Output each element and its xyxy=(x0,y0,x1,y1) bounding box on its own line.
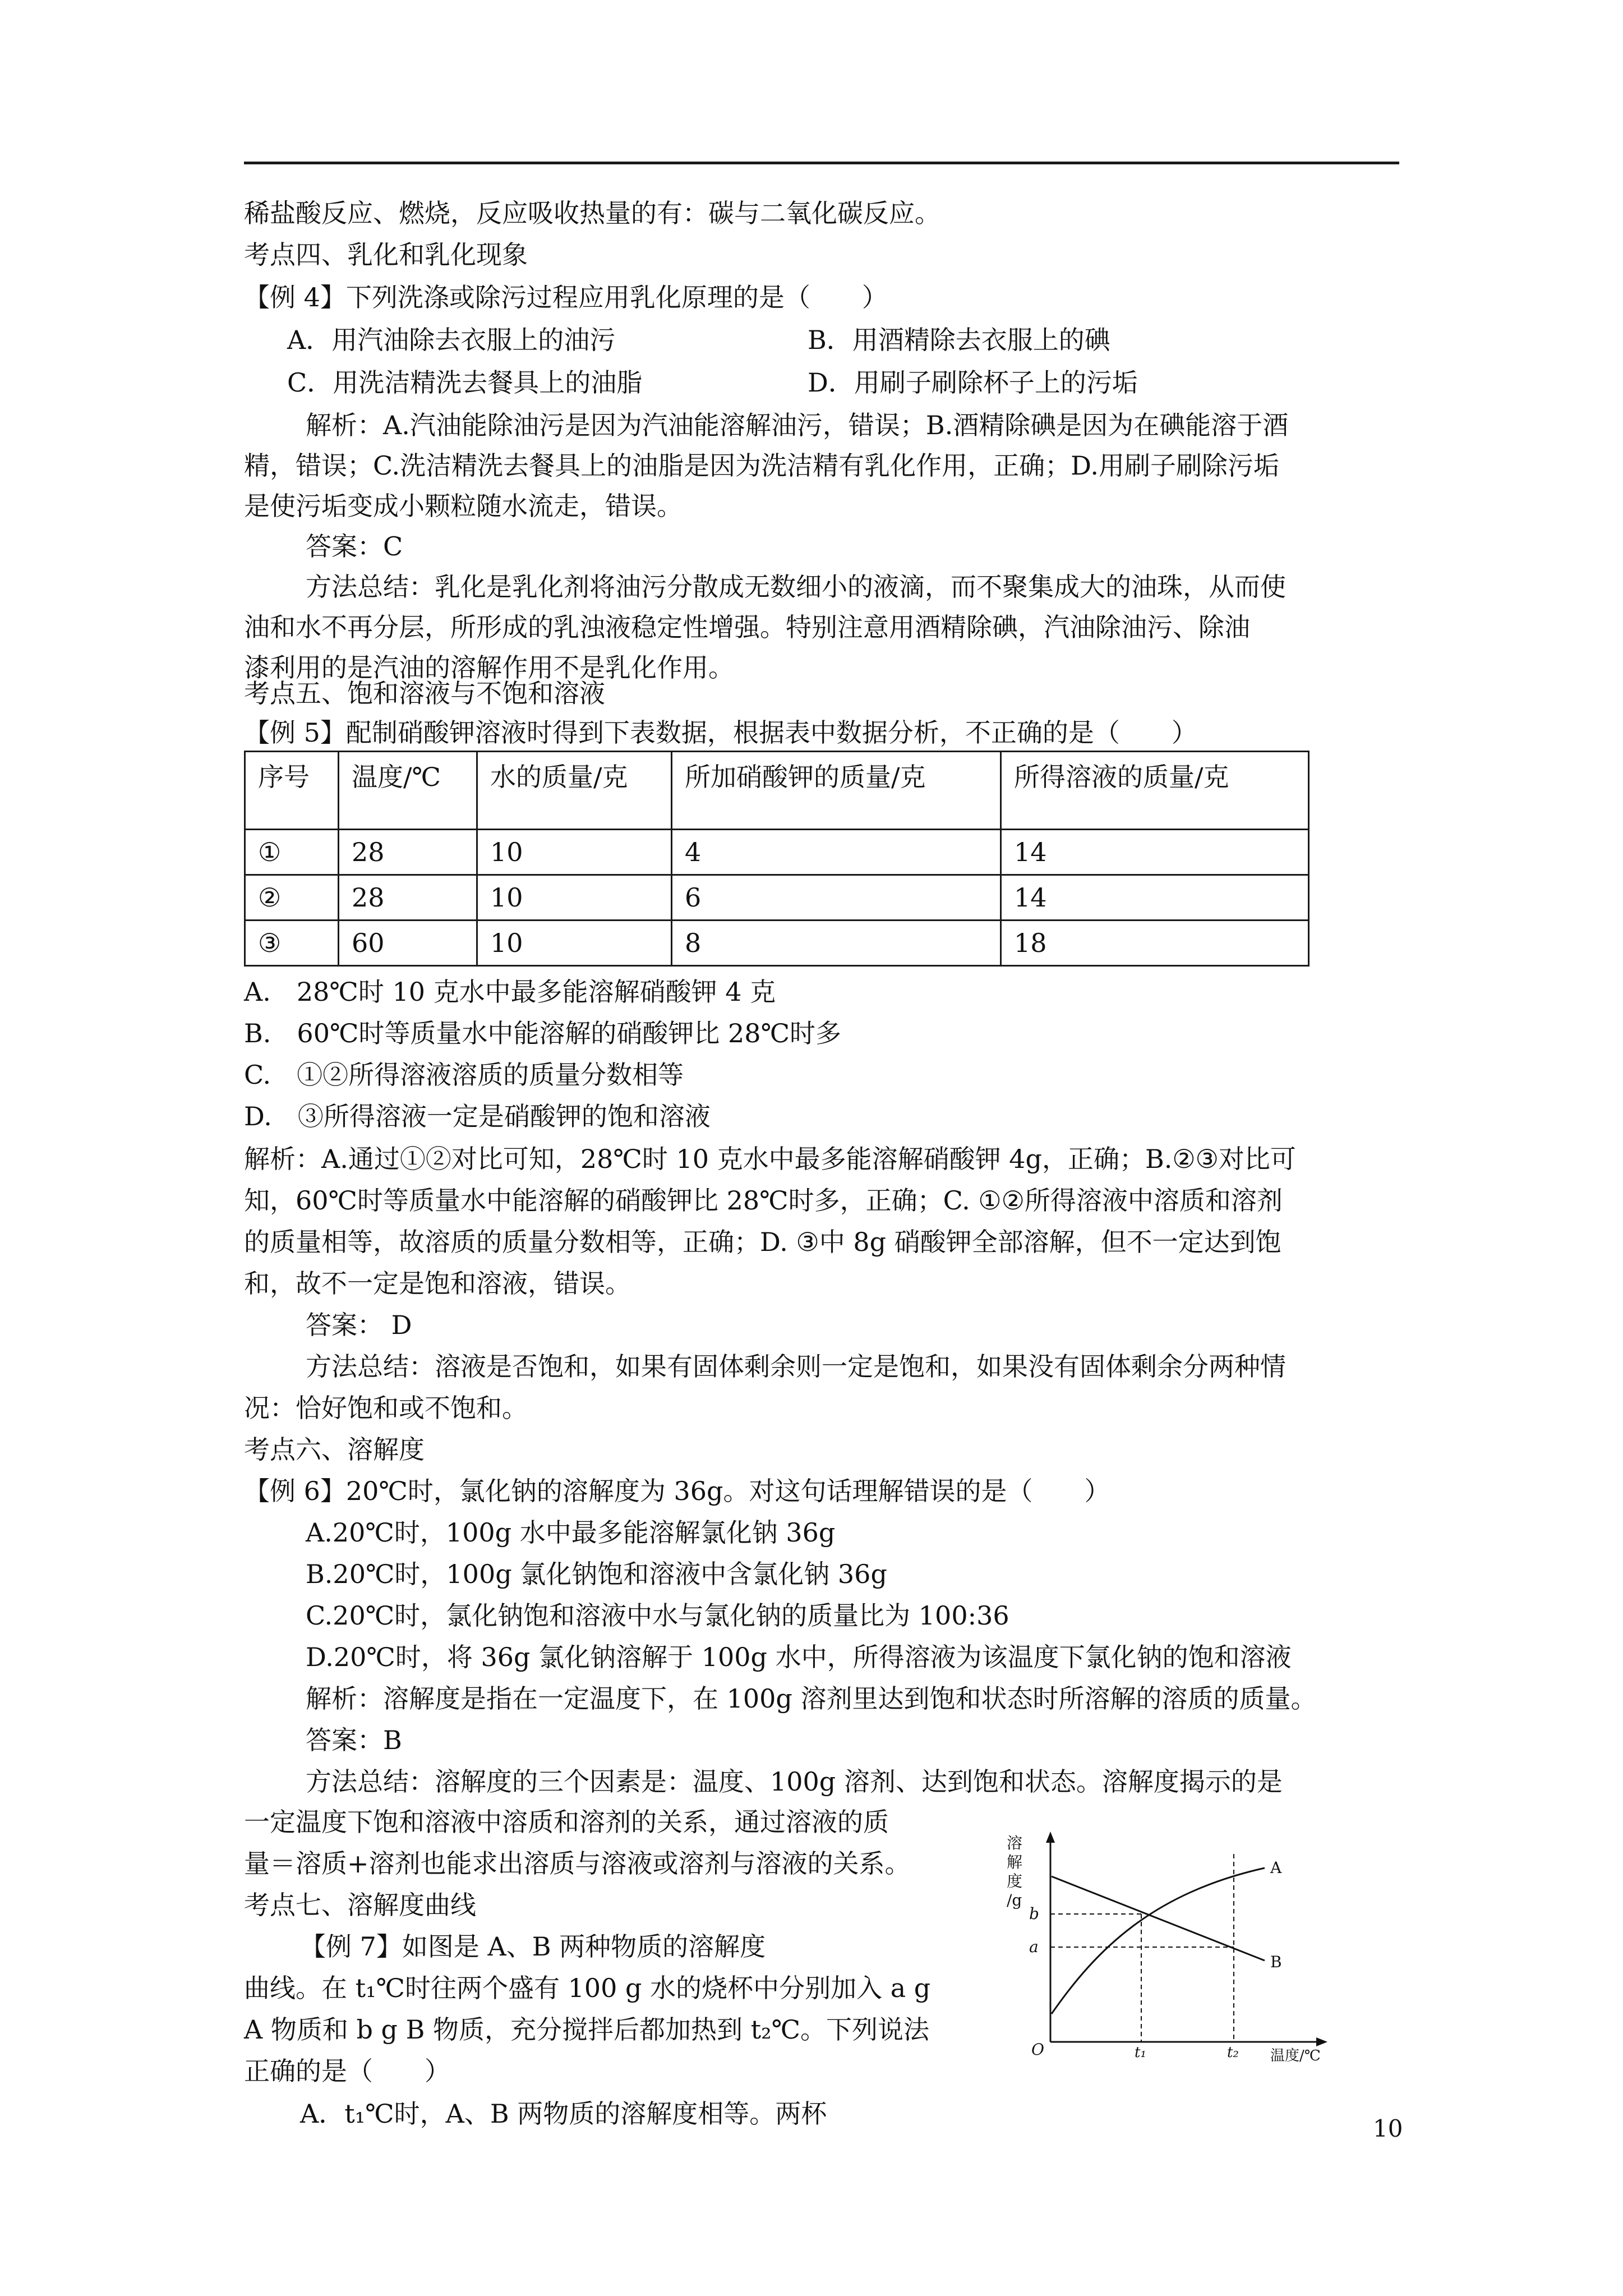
analysis-text: 是使污垢变成小颗粒随水流走，错误。 xyxy=(244,491,683,521)
section-heading: 考点六、溶解度 xyxy=(244,1434,425,1465)
example-question: A 物质和 b g B 物质，充分搅拌后都加热到 t₂℃。下列说法 xyxy=(244,2014,930,2045)
option-c: C.20℃时，氯化钠饱和溶液中水与氯化钠的质量比为 100:36 xyxy=(306,1600,1009,1631)
option-b: B．用酒精除去衣服上的碘 xyxy=(808,325,1110,355)
summary-text: 方法总结：溶液是否饱和，如果有固体剩余则一定是饱和，如果没有固体剩余分两种情 xyxy=(306,1351,1286,1382)
curve-a-label: A xyxy=(1270,1858,1282,1877)
t2-tick-label: t₂ xyxy=(1227,2044,1239,2061)
table-cell: 4 xyxy=(672,830,1001,875)
table-cell: 14 xyxy=(1001,875,1309,921)
example-question: 【例 6】20℃时，氯化钠的溶解度为 36g。对这句话理解错误的是（ ） xyxy=(244,1476,1110,1506)
table-cell: ③ xyxy=(245,921,339,966)
table-row xyxy=(245,830,1309,875)
summary-text: 油和水不再分层，所形成的乳浊液稳定性增强。特别注意用酒精除碘，汽油除油污、除油 xyxy=(244,612,1250,642)
section-heading: 考点五、饱和溶液与不饱和溶液 xyxy=(244,678,605,708)
kno3-data-table xyxy=(244,751,1310,967)
option-b: B.20℃时，100g 氯化钠饱和溶液中含氯化钠 36g xyxy=(306,1559,887,1589)
table-header-cell: 水的质量/克 xyxy=(477,752,672,830)
analysis-text: 解析：A.通过①②对比可知，28℃时 10 克水中最多能溶解硝酸钾 4g，正确；B.②③对比可 xyxy=(244,1144,1296,1174)
b-tick-label: b xyxy=(1029,1904,1039,1923)
option-a: A.20℃时，100g 水中最多能溶解氯化钠 36g xyxy=(306,1517,836,1548)
curve-b xyxy=(1052,1876,1265,1961)
table-cell: 18 xyxy=(1001,921,1309,966)
t1-tick-label: t₁ xyxy=(1135,2044,1146,2061)
table-row xyxy=(245,875,1309,921)
summary-text: 方法总结：溶解度的三个因素是：温度、100g 溶剂、达到饱和状态。溶解度揭示的是 xyxy=(306,1766,1283,1797)
solubility-curve-graph xyxy=(1007,1826,1343,2073)
option-d: D.20℃时，将 36g 氯化钠溶解于 100g 水中，所得溶液为该温度下氯化钠的饱和溶液 xyxy=(306,1642,1292,1672)
table-cell: 10 xyxy=(477,830,672,875)
option-a: A．t₁℃时，A、B 两物质的溶解度相等。两杯 xyxy=(300,2099,827,2129)
page-number: 10 xyxy=(1373,2115,1403,2142)
table-header-cell: 所得溶液的质量/克 xyxy=(1001,752,1309,830)
table-header-cell: 所加硝酸钾的质量/克 xyxy=(672,752,1001,830)
table-cell: 60 xyxy=(339,921,477,966)
example-question: 【例 5】配制硝酸钾溶液时得到下表数据，根据表中数据分析，不正确的是（ ） xyxy=(244,717,1197,748)
option-a: A．用汽油除去衣服上的油污 xyxy=(287,325,616,355)
summary-text: 量＝溶质+溶剂也能求出溶质与溶液或溶剂与溶液的关系。 xyxy=(244,1848,911,1879)
example-question: 【例 7】如图是 A、B 两种物质的溶解度 xyxy=(300,1931,766,1962)
option-c: C．用洗洁精洗去餐具上的油脂 xyxy=(287,367,643,398)
table-header-row xyxy=(245,752,1309,830)
x-axis-label: 温度/℃ xyxy=(1270,2047,1321,2064)
table-cell: 6 xyxy=(672,875,1001,921)
summary-text: 一定温度下饱和溶液中溶质和溶剂的关系，通过溶液的质 xyxy=(244,1807,889,1837)
analysis-text: 的质量相等，故溶质的质量分数相等，正确；D. ③中 8g 硝酸钾全部溶解，但不一定达到饱 xyxy=(244,1227,1281,1257)
table-cell: 28 xyxy=(339,830,477,875)
table-cell: 8 xyxy=(672,921,1001,966)
example-question: 【例 4】下列洗涤或除污过程应用乳化原理的是（ ） xyxy=(244,282,888,312)
table-cell: 10 xyxy=(477,875,672,921)
table-cell: 10 xyxy=(477,921,672,966)
option-c: C. ①②所得溶液溶质的质量分数相等 xyxy=(244,1060,684,1090)
option-d: D. ③所得溶液一定是硝酸钾的饱和溶液 xyxy=(244,1101,711,1131)
y-axis-label: 解 xyxy=(1007,1853,1023,1871)
analysis-text: 解析：溶解度是指在一定温度下，在 100g 溶剂里达到饱和状态时所溶解的溶质的质量。 xyxy=(306,1683,1317,1714)
option-d: D．用刷子刷除杯子上的污垢 xyxy=(808,367,1138,398)
section-heading: 考点七、溶解度曲线 xyxy=(244,1890,476,1920)
header-rule xyxy=(244,162,1399,164)
origin-label: O xyxy=(1031,2040,1044,2059)
table-cell: 28 xyxy=(339,875,477,921)
x-axis-arrow xyxy=(1316,2037,1327,2046)
answer-text: 答案：C xyxy=(306,531,403,562)
answer-text: 答案：B xyxy=(306,1725,402,1755)
analysis-text: 解析：A.汽油能除油污是因为汽油能溶解油污，错误；B.酒精除碘是因为在碘能溶于酒 xyxy=(306,410,1289,440)
table-cell: 14 xyxy=(1001,830,1309,875)
y-axis-arrow xyxy=(1046,1832,1055,1843)
y-axis-label: 度 xyxy=(1007,1872,1023,1890)
table-cell: ② xyxy=(245,875,339,921)
analysis-text: 知，60℃时等质量水中能溶解的硝酸钾比 28℃时多，正确；C. ①②所得溶液中溶质和溶剂 xyxy=(244,1185,1283,1216)
option-b: B. 60℃时等质量水中能溶解的硝酸钾比 28℃时多 xyxy=(244,1018,842,1048)
example-question: 正确的是（ ） xyxy=(244,2056,450,2086)
curve-b-label: B xyxy=(1270,1953,1282,1971)
table-cell: ① xyxy=(245,830,339,875)
summary-text: 况：恰好饱和或不饱和。 xyxy=(244,1393,528,1423)
y-axis-label: /g xyxy=(1007,1891,1022,1910)
analysis-text: 精，错误；C.洗洁精洗去餐具上的油脂是因为洗洁精有乳化作用，正确；D.用刷子刷除污垢 xyxy=(244,450,1280,481)
option-a: A. 28℃时 10 克水中最多能溶解硝酸钾 4 克 xyxy=(244,977,776,1007)
y-axis-label: 溶 xyxy=(1007,1834,1023,1852)
table-header-cell: 序号 xyxy=(245,752,339,830)
a-tick-label: a xyxy=(1029,1938,1039,1956)
analysis-text: 和，故不一定是饱和溶液，错误。 xyxy=(244,1268,631,1299)
example-question: 曲线。在 t₁℃时往两个盛有 100 g 水的烧杯中分别加入 a g xyxy=(244,1973,931,2003)
summary-text: 方法总结：乳化是乳化剂将油污分散成无数细小的液滴，而不聚集成大的油珠，从而使 xyxy=(306,572,1286,602)
summary-text: 漆利用的是汽油的溶解作用不是乳化作用。 xyxy=(244,652,734,683)
text-line: 稀盐酸反应、燃烧，反应吸收热量的有：碳与二氧化碳反应。 xyxy=(244,198,940,228)
answer-text: 答案： D xyxy=(306,1310,412,1340)
table-header-cell: 温度/℃ xyxy=(339,752,477,830)
section-heading: 考点四、乳化和乳化现象 xyxy=(244,240,528,270)
table-row xyxy=(245,921,1309,966)
